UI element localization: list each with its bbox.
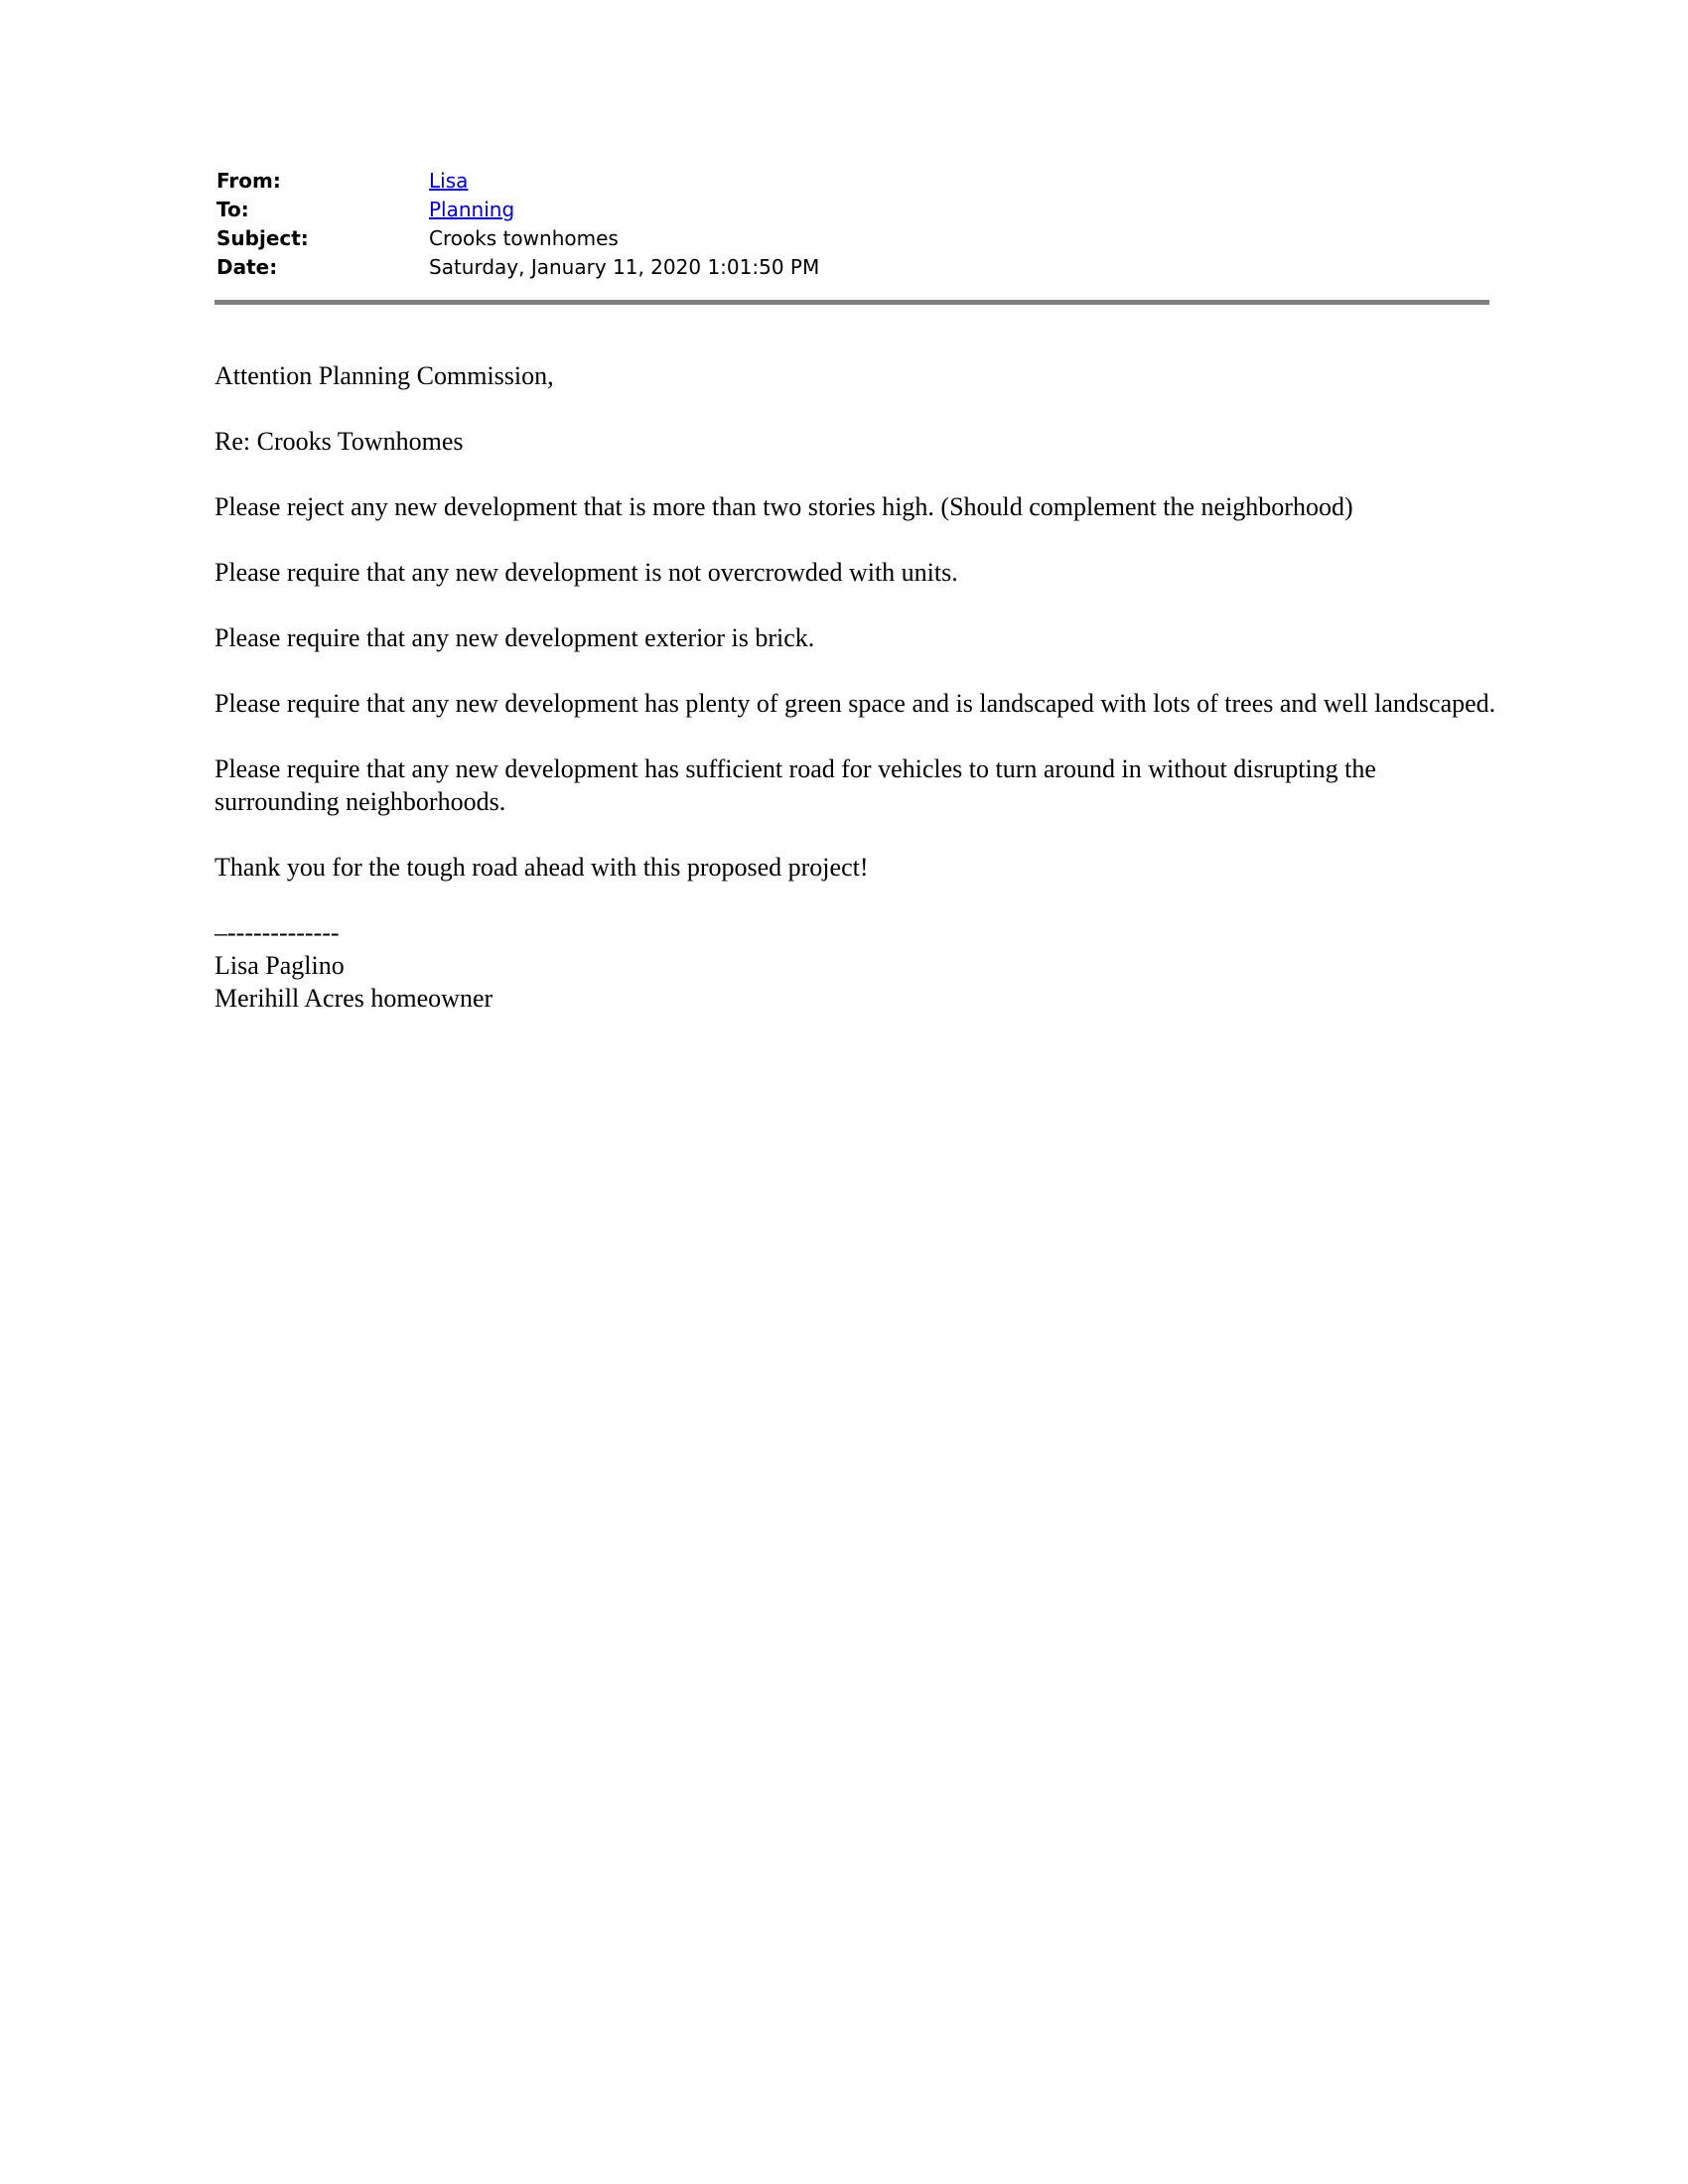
email-header [216,167,1487,282]
from-label: From: [216,169,281,193]
subject-value: Crooks townhomes [429,226,619,250]
from-row [216,167,1487,196]
date-row [216,253,1487,282]
date-label: Date: [216,255,278,279]
paragraph-unit-density: Please require that any new development is not overcrowded with units. [214,558,958,587]
signature-title: Merihill Acres homeowner [214,984,493,1013]
paragraph-brick-exterior: Please require that any new development exterior is brick. [214,623,815,652]
re-line: Re: Crooks Townhomes [214,427,464,456]
date-value: Saturday, January 11, 2020 1:01:50 PM [429,255,820,279]
subject-row [216,224,1487,253]
subject-label: Subject: [216,226,309,250]
paragraph-road-access: Please require that any new development has sufficient road for vehicles to turn around in without disrupting the surrounding neighborhoods. [214,754,1376,816]
paragraph-green-space: Please require that any new development has plenty of green space and is landscaped with lots of trees and well landscaped. [214,689,1496,718]
salutation: Attention Planning Commission, [214,361,554,390]
signature-block [214,916,1505,1015]
to-row [216,196,1487,224]
paragraph-height-limit: Please reject any new development that is more than two stories high. (Should complement the neighborhood) [214,492,1353,521]
email-body [214,359,1505,1015]
signature-name: Lisa Paglino [214,951,345,980]
from-link[interactable]: Lisa [429,169,469,193]
to-label: To: [216,198,249,221]
closing-line: Thank you for the tough road ahead with this proposed project! [214,853,869,882]
header-divider [214,300,1489,305]
signature-separator: –------------- [214,918,340,947]
to-link[interactable]: Planning [429,198,515,221]
